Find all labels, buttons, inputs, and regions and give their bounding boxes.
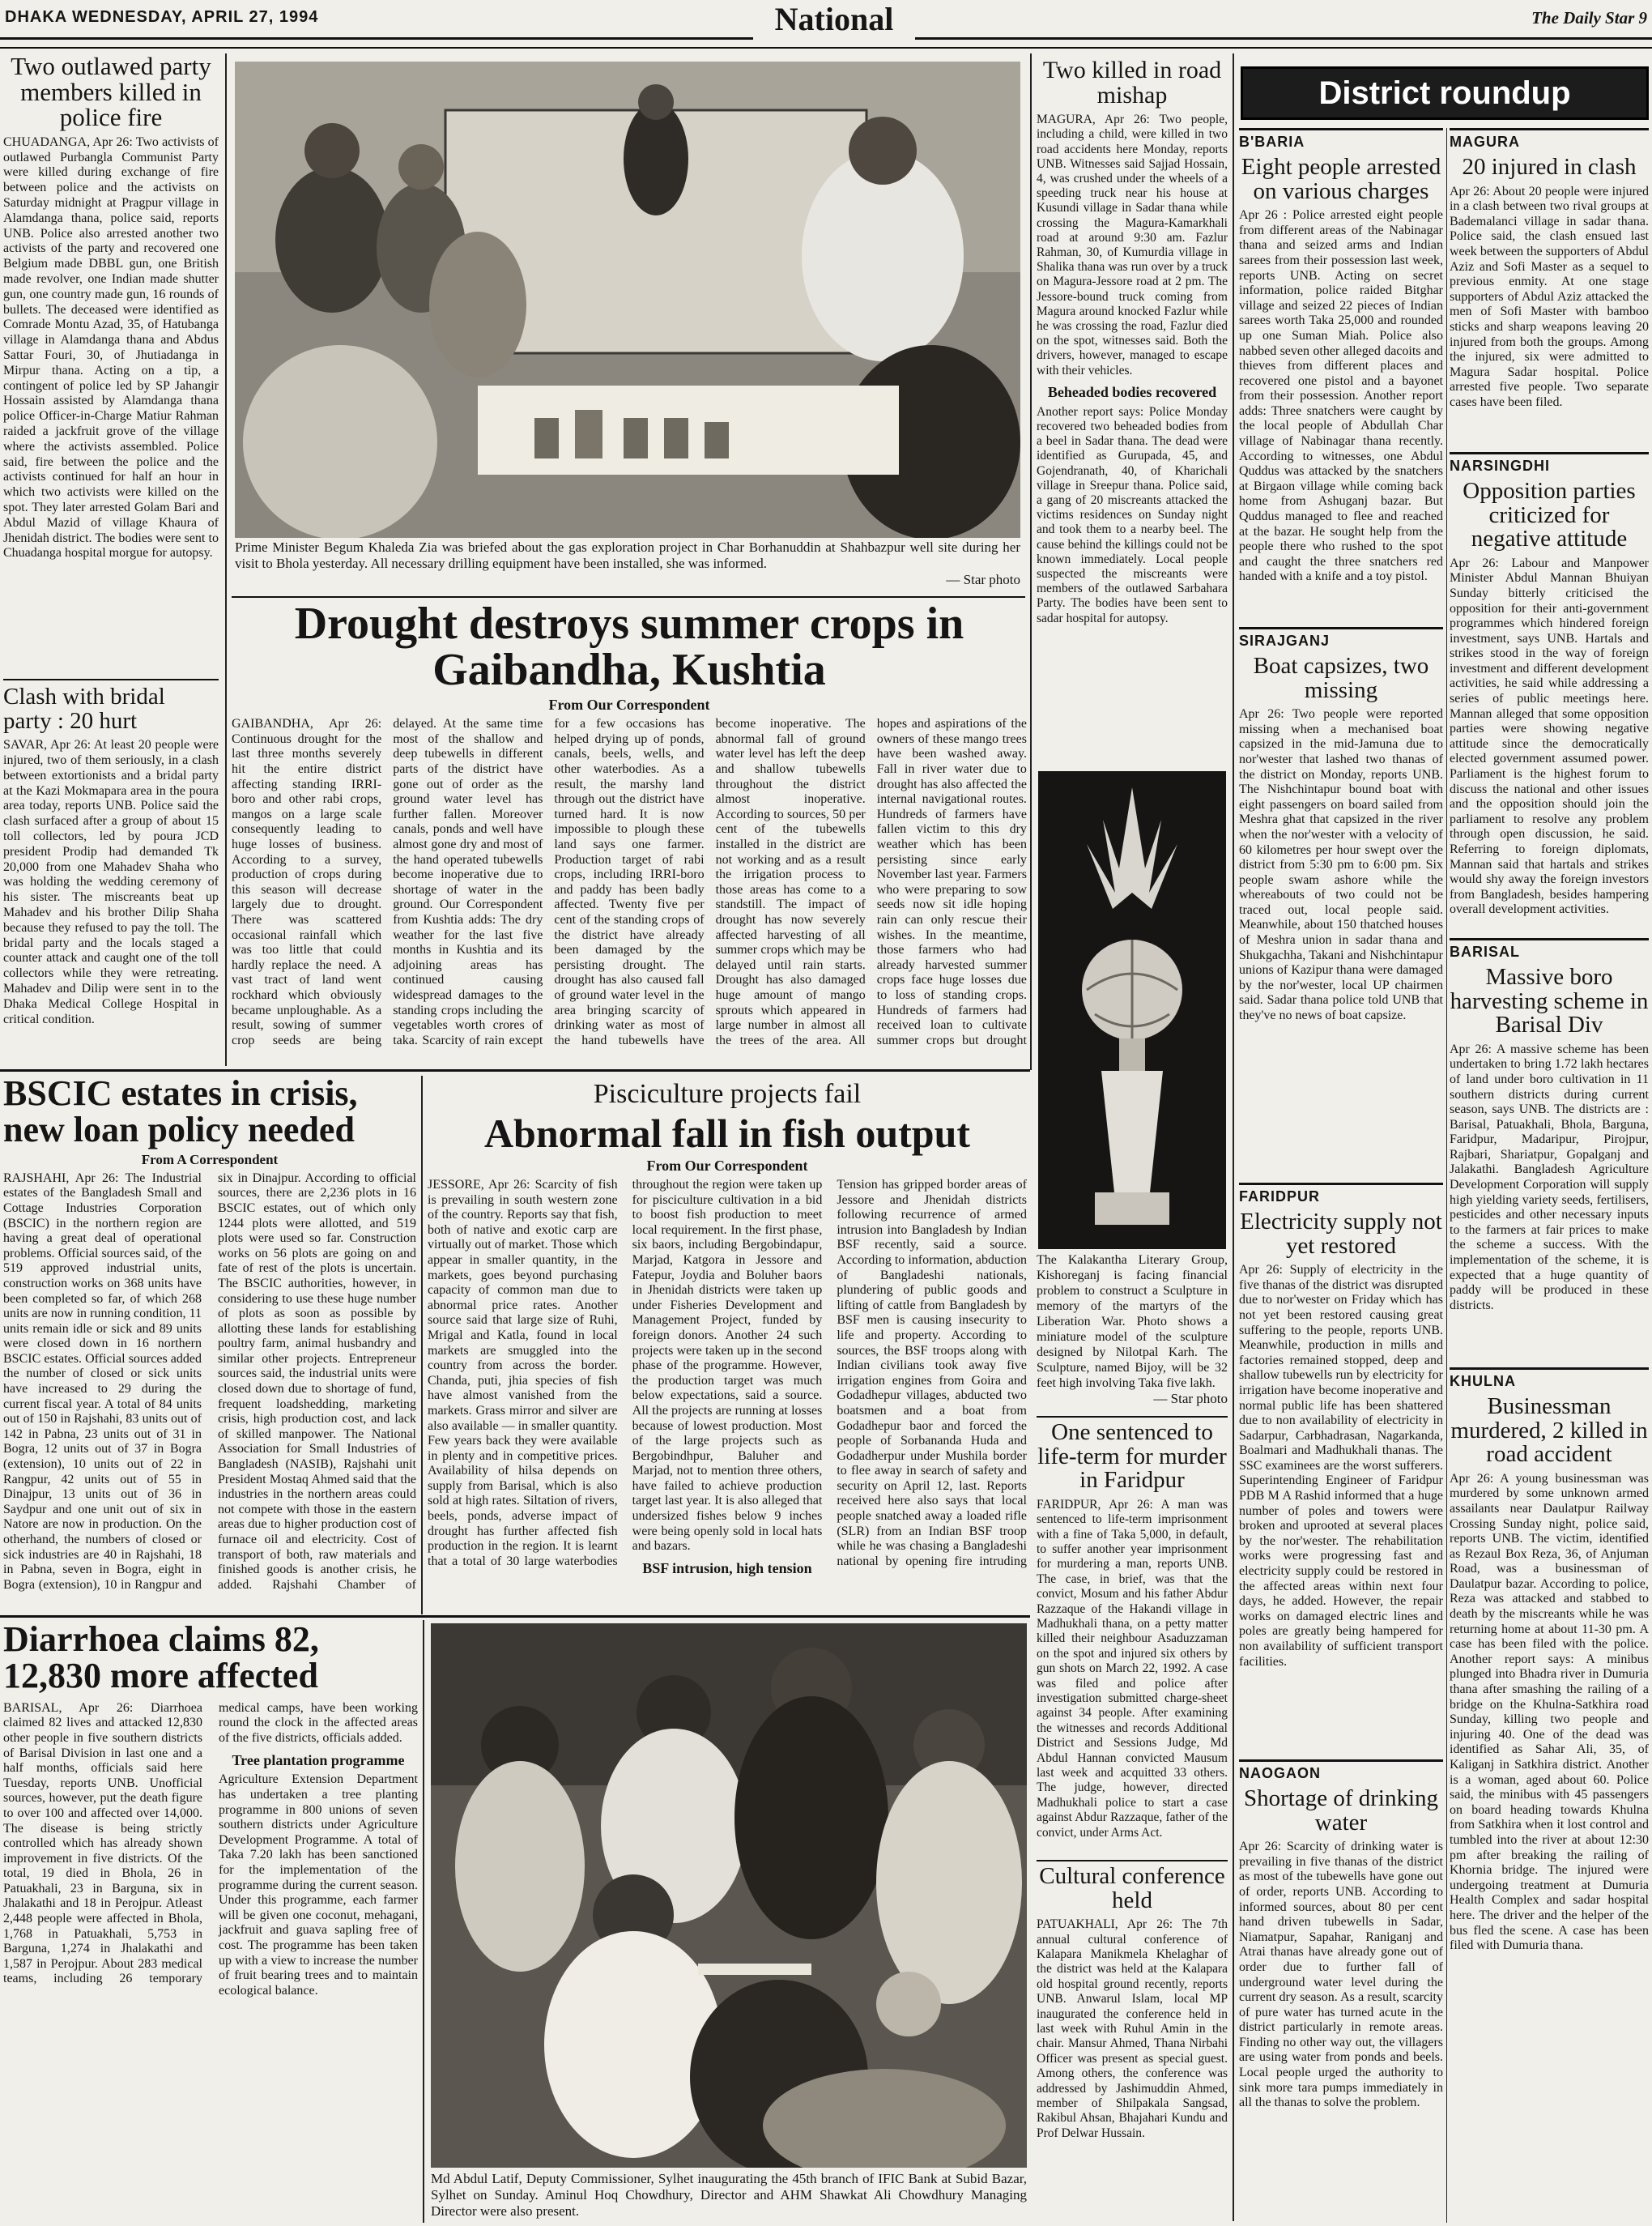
district-magura	[1450, 128, 1649, 452]
article-body: Apr 26: Supply of electricity in the five thanas of the district was disrupted due to nor'wester on Friday which has not yet been restored causing great suffering to the people, reports UNB. Meanwhile, production in mills and factories remained stopped, deep and shallow tubewells run by electricity for irrigation have become inoperative and normal public life has been shattered due to non availability of electricity in Sadarpur, Carbhadrasan, Nagarkanda, Boalmari and Madhukhali thanas. The SSC examinees are the worst sufferers. Superintending Engineer of Faridpur PDB M A Rashid informed that a huge number of poles and towers were broken and uprooted at several places by the nor'wester. The rehabilitation works were progressing fast and electricity supply could be restored in the affected areas within next four days, he added. However, the repair works on damaged electric lines and poles are greatly being hampered for non availability of sufficient transport facilities.	[1239, 1263, 1443, 1669]
story-lifeterm	[1037, 1421, 1228, 1858]
caption-text: Prime Minister Begum Khaleda Zia was briefed about the gas exploration project in Char Borhanuddin at Shahbazpur well site during her visit to Bhola yesterday. All necessary drilling equipment have been installed, she was informed.	[235, 539, 1020, 571]
article-body: MAGURA, Apr 26: Two people, including a child, were killed in two road accidents here Monday, reports UNB. Witnesses said Sajjad Hossain, 4, was crushed under the wheels of a speeding truck near his house at Kusundi village in Sadar thana while crossing the Magura-Kamarkhali road at around 9:30 am. Fazlur Rahman, 30, of Kumurdia village in Shalika thana was run over by a truck on Magura-Jessore road at 2 pm. The Jessore-bound truck coming from Magura around knocked Fazlur while he was crossing the road, Fazlur died on the spot, witnesses said. Both the drivers, however, managed to escape with their vehicles.	[1037, 113, 1228, 377]
story-road	[1037, 58, 1228, 763]
article-body-2: Another report says: Police Monday recovered two beheaded bodies from a beel in Sadar thana. The dead were identified as Gurupada, 45, and Gojendranath, 40, of Kharichali village in Sreepur thana. Police said, a gang of 20 miscreants attacked the victims residences on Sunday night and took them to a nearby beel. The cause behind the killings could not be known immediately. Local people suspected the miscreants were members of the outlawed Sarbahara Party. The bodies have been sent to sadar hospital for autopsy.	[1037, 404, 1228, 625]
story-fish	[428, 1076, 1027, 1610]
gas-exploration-photo	[235, 62, 1020, 538]
byline: From A Correspondent	[141, 1151, 279, 1167]
article-body-2: Tension has gripped border areas of Jessore and Jhenidah districts following recurrence of armed intrusion into Bangladesh by Indian BSF recently, said a source. According to information, abduction of Bangladeshi nationals, plundering of public goods and lifting of cattle from Bangladesh by BSF men is causing insecurity to life and property. According to sources, the BSF troops along with Indian civilians took away five irrigation engines from Goira and Godadhepur villages, abducted two boatsmen and a boat from Godadhepur baor and forced the people of Sorbananda Huda and Godadherpur under Mushila border to flee away in search of safety and security on April 12, last. Reports received here also says that local people snatched away a loaded rifle (SLR) from an Indian BSF troop while he was chasing a Bangladeshi national by opening fire intruding	[837, 1178, 1027, 1568]
headline: Massive boro harvesting scheme in Barisal Div	[1450, 964, 1649, 1038]
headline: Boat capsizes, two missing	[1253, 653, 1429, 703]
headline: Opposition parties criticized for negative attitude	[1463, 478, 1636, 552]
article-body: RAJSHAHI, Apr 26: The Industrial estates of the Bangladesh Small and Cottage Industries Corporation (BSCIC) in the northern region are having a great deal of operational problems. Official sources said, of the 519 approved industrial units, construction works on 368 units have been completed so far, of which 268 units are now in running condition, 11 units remain idle or sick and 89 units were closed down in 16 northern BSCIC estates. Official sources added the number of closed or sick units have increased to 29 during the current fiscal year. A total of 84 units out of 150 in Rajshahi, 83 units out of 142 in Pabna, 23 units out of 31 in Bogra, 12 units out of 37 in Bogra (extension), 10 units out of 22 in Rangpur, 42 units out of 55 in Dinajpur, 13 units out of 36 in Saydpur and one unit out of six in Natore are now in production. On the otherhand, the numbers of closed or sick industries are 40 in Rajshahi, 18 in Pabna, seven in Bogra, eight in Bogra (extension), 10 in Rangpur and six in Dinajpur. According to official sources, there are 2,236 plots in 16 BSCIC estates, out of which only 1244 plots were allotted, and 519 plots were used so far. Construction works on 56 plots are going on and fate of rest of the plots is uncertain. The BSCIC authorities, however, in considering to use these huge number of plots as soon as possible by allotting these lands for establishing poultry farm, animal husbandry and similar other projects. Entrepreneur sources said, the industrial units were closed down due to shortage of fund, frequent loadshedding, marketing crisis, high production cost, and lack of skilled manpower. The National Association for Small Industries of Bangladesh (NASIB), Rajshahi unit President Mostaq Ahmed said that the industries in the northern areas could not compete with those in the eastern areas due to higher production cost of furnace oil and electricity. Cost of transport of both, raw materials and finished goods is another crisis, he added. Rajshahi Chamber of	[3, 1171, 416, 1592]
article-body: JESSORE, Apr 26: Scarcity of fish is prevailing in south western zone of the country. Reports say that fish, both of native and exotic carp are virtually out of market. Those which appear in smaller quantity, in the markets, goes beyond purchasing capacity of common man due to abnormal price rates. Another source said that large size of Ruhi, Mrigal and Katla, found in local markets are smuggled into the country from across the border. Chanda, puti, jhia species of fish have almost vanished from the markets. Grass mirror and silver are also available — in smaller quantity. Few years back they were available in plenty and in competitive prices. Availability of hilsa depends on supply from Barisal, which is also sold at high rates. Siltation of rivers, beels, ponds, adverse impact of drought has further affected fish production in the region. It is learnt that a total of 30 large waterbodies throughout the region were taken up for pisciculture cultivation in a bid to boost fish production to meet local requirement. In the first phase, six baors, including Bergobindapur, Marjad, Katgora in Jessore and Fatepur, Joydia and Boluher baors in Jhenidah districts were taken up under Fisheries Development and Management Project, funded by foreign donors. Another 24 such projects were taken up in the second phase of the programme. However, the production target was much below expectations, said a source. All the projects are running at losses because of lowest production. Most of the large projects such as Bergobindhpur, Baluher and Marjad, not to mention three others, have failed to achieve production target last year. It is also alleged that undersized fishes below 9 inches were being openly sold in local hats and bazars.	[428, 1178, 823, 1568]
story-outlawed	[3, 53, 219, 677]
article-body: Apr 26: About 20 people were injured in a clash between two rival groups at Bademalanci village in sadar thana. Police said, the clash ensued last week between the supporters of Abdul Aziz and Sofi Master as a sequel to previous enmity. At one stage supporters of Abdul Aziz attacked the men of Sofi Master with bamboo sticks and sharp weapons leaving 20 injured from both the groups. Among the injured, six were admitted to Magura Sadar hospital. Police arrested five people. Two separate cases have been filed.	[1450, 184, 1649, 409]
headline: BSCIC estates in crisis, new loan policy needed	[3, 1076, 358, 1149]
headline: Eight people arrested on various charges	[1241, 154, 1441, 204]
story-bscic	[3, 1076, 416, 1610]
article-body: PATUAKHALI, Apr 26: The 7th annual cultural conference of Kalapara Manikmela Khelaghar of the district was held at the Kalapara old hospital ground recently, reports UNB. Anwarul Islam, local MP inaugurated the conference held in last week with Ruhul Amin in the chair. Mansur Ahmed, Thana Nirbahi Officer was present as special guest. Among others, the conference was addressed by Jashimuddin Ahmed, member of Shilpakala Sangsad, Rakibul Ahsan, Bhajahari Kundu and Prof Delwar Hussain.	[1037, 1917, 1228, 2140]
dateline: DHAKA WEDNESDAY, APRIL 27, 1994	[5, 8, 319, 26]
headline: Two outlawed party members killed in police fire	[11, 53, 211, 132]
headline: Shortage of drinking water	[1243, 1785, 1438, 1836]
story-diarrhoea	[3, 1622, 418, 2223]
headline: Cultural conference held	[1039, 1865, 1225, 1913]
place-label: BARISAL	[1450, 938, 1649, 961]
place-label: NAOGAON	[1239, 1759, 1443, 1782]
headline: Businessman murdered, 2 killed in road accident	[1450, 1393, 1648, 1468]
article-body: Apr 26: Two people were reported missing when a mechanised boat capsized in the mid-Jamuna due to nor'wester that lashed two thanas of the district on Monday, reports UNB. The Nishchintapur bound boat with eight passengers on board sailed from Meshra ghat that capsized in the river when the nor'wester with a velocity of 60 kilometres per hour swept over the district from 5:30 pm to 6:00 pm. Six people swam ashore while the whereabouts of two could not be traced out, local people said. Meanwhile, about 150 thatched houses of Meshra union in sadar thana and Shukgachha, Takani and Nishchintapur unions of Kazipur thana were damaged by the nor'wester, local UP chairmen said. Sadar thana police told UNB that they've no news of boat capsize.	[1239, 707, 1443, 1023]
district-narsingdhi	[1450, 452, 1649, 938]
headline: 20 injured in clash	[1462, 154, 1637, 180]
kicker: Pisciculture projects fail	[593, 1079, 862, 1109]
article-body: Apr 26: Labour and Manpower Minister Abdul Mannan Bhuiyan Sunday bitterly criticised the opposition for their anti-government programmes which hindered foreign investment, says UNB. Hartals and strikes stood in the way of foreign investment and different development activities, he said while addressing a series of public meetings here. Mannan alleged that some opposition parties were showing negative attitude since the democratically elected government assumed power. Parliament is the highest forum to discuss the national and other issues and the opposition should join the parliament to resolve any problem through open discussion, he said. Referring to foreign diplomats, Mannan said that hartals and strikes would shy away the foreign investors from Bangladesh, besides hampering overall development activities.	[1450, 556, 1649, 917]
caption-text: The Kalakantha Literary Group, Kishoreganj is facing financial problem to construct a Sculpture in memory of the martyrs of the Liberation War. Photo shows a miniature model of the sculpture designed by Nilotpal Karh. The Sculpture, named Bijoy, will be 32 feet high involving Taka five lakh.	[1037, 1253, 1228, 1390]
article-body: SAVAR, Apr 26: At least 20 people were injured, two of them seriously, in a clash between extortionists and a bridal party at the Kazi Mokmapara area in the poura area today, reports UNB. Police said the clash surfaced after a group of about 15 toll collectors, led by poura JCD president Prodip had demanded Tk 20,000 from one Mahadev Shaha who was holding the wedding ceremony of his sister. The miscreants beat up Mahadev and his brother Dilip Shaha because they refused to pay the toll. The bridal party and the locals staged a counter attack and caught one of the toll collectors while they were retreating. Mahadev and Dilip were sent in to the Dhaka Medical College Hospital in critical condition.	[3, 738, 219, 1026]
place-label: KHULNA	[1450, 1367, 1649, 1390]
headline: Two killed in road mishap	[1042, 58, 1222, 109]
story-clash	[3, 685, 219, 1066]
photo-credit: — Star photo	[946, 572, 1020, 587]
article-body: Apr 26: A young businessman was murdered by some unknown armed assailants near Daulatpur Railway Crossing Sunday night, police said, reports UNB. The victim, identified as Rezaul Box Reza, 36, of Anjuman Road, was a businessman of Daulatpur bazar. According to police, Reza was attacked and stabbed to death by the miscreants while he was returning home at about 11-30 pm. A case has been filed with the police. Another report says: A minibus plunged into Bhadra river in Dumuria thana after smashing the railing of a bridge on the Khulna-Satkhira road Sunday, killing two people and injuring 40. One of the dead was identified as Sahar Ali, 35, of Kaliganj in Satkhira district. Another is a woman, aged about 60. Police said, the minibus with 45 passengers on board heading towards Khulna from Satkhira when it lost control and tumbled into the river at about 12:30 pm after breaking the railing of Khornia bridge. The injured were undergoing treatment at Dumuria Health Complex and sadar hospital here. The driver and the helper of the bus fled the scene. A case has been filed with Dumuria thana.	[1450, 1471, 1649, 1953]
district-roundup-banner	[1241, 66, 1649, 120]
headline: Clash with bridal party : 20 hurt	[3, 685, 165, 734]
article-body: Apr 26: Scarcity of drinking water is prevailing in five thanas of the district as most of the tubewells have gone out of order, reports UNB. According to informed sources, about 80 per cent hand driven tubewells in Sadar, Niamatpur, Sapahar, Raniganj and Atrai thanas have already gone out of order due to further fall of underground water level during the current dry season. As a result, scarcity of pure water has turned acute in the district particularly in remote areas. Finding no other way out, the villagers are using water from ponds and beels. Local people urged the authority to sink more tara pumps immediately in all the thanas to solve the problem.	[1239, 1840, 1443, 2110]
subheadline: Tree plantation programme	[232, 1751, 405, 1768]
headline: One sentenced to life-term for murder in Faridpur	[1037, 1421, 1227, 1494]
headline: Abnormal fall in fish output	[483, 1111, 971, 1156]
headline: Diarrhoea claims 82, 12,830 more affected	[3, 1622, 319, 1695]
article-body: FARIDPUR, Apr 26: A man was sentenced to life-term imprisonment with a fine of Taka 5,000, in default, to suffer another year imprisonment for murdering a man, reports UNB. The case, in brief, was that the convict, Mosum and his father Abdur Razzaque of the Hakandi village in Madhukhali thana, on a petty matter killed their neighbour Asaduzzaman on the spot and injured six others by gun shots on March 22, 1992. A case was filed and police after investigation submitted charge-sheet against 34 people. After examining the witnesses and records Additional District and Sessions Judge, Md Abdul Hannan convicted Mausum last week and acquitted 33 others. The judge, however, directed Madhukhali police to start a case against Abdur Razzaque, father of the convict, under Arms Act.	[1037, 1497, 1228, 1840]
story-drought	[232, 601, 1027, 1063]
sculpture-photo	[1038, 771, 1226, 1249]
article-body: BARISAL, Apr 26: Diarrhoea claimed 82 lives and attacked 12,830 other people in five southern districts of Barisal Division in last one and a half months, officials said here Tuesday, reports UNB. Unofficial sources, however, put the death figure to over 100 and affected over 14,000. The disease is being strictly controlled which has already shown improvement in five districts. Of the total, 19 died in Bhola, 26 in Patuakhali, 23 in Barguna, six in Jhalakathi and 18 in Perojpur. Atleast 2,448 people were affected in Bhola, 1,768 in Patuakhali, 5,753 in Barguna, 1,274 in Jhalakathi and 1,587 in Perojpur. About 283 medical teams, including 26 temporary medical camps, have been working round the clock in the affected areas of the five districts, officials added.	[3, 1700, 418, 1986]
article-body: Apr 26: A massive scheme has been undertaken to bring 1.72 lakh hectares of land under boro cultivation in 11 southern districts during current season, says UNB. The districts are : Barisal, Patuakhali, Bhola, Barguna, Faridpur, Madaripur, Pirojpur, Rajbari, Shariatpur, Gopalganj and Jalakathi. Bangladesh Agriculture Development Corporation will supply high yielding variety seeds, fertilisers, pesticides and other necessary inputs to the farmers at fair prices to make the scheme a success. With the implementation of the scheme, it is expected that a huge quantity of paddy will be produced in these districts.	[1450, 1042, 1649, 1312]
byline: From Our Correspondent	[548, 697, 710, 714]
article-body: CHUADANGA, Apr 26: Two activists of outlawed Purbangla Communist Party were killed during exchange of fire between police and the activists on Saturday midnight at Pragpur village in Alamdanga thana, police said, reports UNB. Police also arrested another two activists of the party and recovered one Belgium made DBBL gun, one British made revolver, one Indian made shutter gun, one country made gun, 16 rounds of bullets. The deceased were identified as Comrade Montu Azad, 35, of Hatubanga village in Alamdanga thana and Abdus Sattar Fouri, 30, of Jhutiadanga in Mirpur thana. Acting on a tip, a contingent of police led by SP Jahangir Hossain assisted by Alamdanga thana police Officer-in-Charge Matiur Rahman raided a jackfruit grove of the village where the activists assembled. Police said, fire between the police and the activists continued for half an hour in which two activists were killed on the spot. They later arrested Golam Bari and Abdul Mazid of village Khaura of Jhenidah district. The bodies were sent to Chuadanga hospital morgue for autopsy.	[3, 134, 219, 561]
subheadline: BSF intrusion, high tension	[642, 1559, 812, 1576]
place-label: FARIDPUR	[1239, 1183, 1443, 1205]
banner-title: District roundup	[1318, 75, 1571, 111]
sculpture-caption	[1037, 1252, 1228, 1411]
headline: Drought destroys summer crops in Gaibandha, Kushtia	[294, 601, 964, 696]
headline: Electricity supply not yet restored	[1240, 1209, 1442, 1259]
section-title: National	[774, 1, 894, 37]
district-bbaria	[1239, 128, 1443, 627]
ific-bank-photo	[431, 1623, 1027, 2168]
district-faridpur	[1239, 1183, 1443, 1759]
district-col-right	[1450, 128, 1649, 2223]
article-body: GAIBANDHA, Apr 26: Continuous drought for the last three months severely hit the entire district affecting standing IRRI-boro and other rabi crops, mangos on a large scale consequently leading to huge losses of business. According to a survey, production of crops during this season will decrease largely due to drought. There was scattered occasional rainfall which was too little that could hardly replace the need. A vast tract of land went rockhard which obviously became unploughable. As a result, sowing of summer crop seeds are being delayed. At the same time most of the shallow and deep tubewells in different parts of the district have gone out of order as the ground water level has further fallen. Moreover canals, ponds and well have almost gone dry and most of the hand operated tubewells become inoperative due to shortage of water in the ground. Our Correspondent from Kushtia adds: The dry weather for the last five months in Kushtia and its adjoining areas has continued causing widespread damages to the standing crops including the vegetables worth crores of taka. Scarcity of rain except for a few occasions has helped drying up of ponds, canals, beels, wells, and other waterbodies. As a result, the marshy land through out the district have turned hard. It is now impossible to plough these land says one farmer. Production target of rabi crops, including IRRI-boro and paddy has been badly affected. Twenty five per cent of the standing crops of the district have already been damaged by the persisting drought. The drought has also caused fall of ground water level in the area bringing scarcity of drinking water as most of the hand tubewells have become inoperative. The abnormal fall of ground water level has left the deep and shallow tubewells throughout the district almost inoperative. According to sources, 50 per cent of the tubewells installed in the district are not working and as a result the irrigation process to those areas has come to a standstill. The impact of drought has now severely affected harvesting of all summer crops which may be delayed until rain starts. Drought has also damaged huge amount of mango sprouts which appeared in large number in almost all the trees of the area. All hopes and aspirations of the owners of these mango trees have been washed away. Fall in river water due to drought has also affected the internal navigational routes. Hundreds of farmers have fallen victim to this dry weather which has been persisting since early November last year. Farmers who were preparing to sow seeds now sit idle hoping rain can only rescue their wishes. In the meantime, those farmers who had already harvested summer crops face huge losses due to loss of standing crops. Hundreds of farmers had received loan to cultivate summer crops but drought	[232, 717, 1027, 1047]
district-naogaon	[1239, 1759, 1443, 2213]
place-label: SIRAJGANJ	[1239, 627, 1443, 650]
article-body-2: Agriculture Extension Department has undertaken a tree planting programme in 800 unions of seven southern districts under Agriculture Development Programme. A total of Taka 7.20 lakh has been sanctioned for the implementation of the programme during the current season. Under this programme, each farmer will be given one coconut, mehagani, jackfruit and guava sapling free of cost. The programme has been taken up with a view to increase the number of fruit bearing trees and to maintain ecological balance.	[219, 1772, 418, 1998]
masthead	[0, 0, 1652, 50]
place-label: B'BARIA	[1239, 128, 1443, 151]
article-columns	[428, 1178, 1027, 1583]
district-sirajganj	[1239, 627, 1443, 1183]
place-label: NARSINGDHI	[1450, 452, 1649, 475]
paper-name: The Daily Star 9	[1531, 8, 1647, 28]
story-cultural	[1037, 1865, 1228, 2221]
photo-credit: — Star photo	[1153, 1391, 1228, 1406]
district-col-left	[1239, 128, 1443, 2223]
article-body: Apr 26 : Police arrested eight people from different areas of the Nabinagar thana and seized arms and Indian sarees from their possession last week, reports UNB. Acting on secret information, police raided Bitghar village and seized 22 pieces of Indian sarees worth Taka 25,000 and rounded up one Suman Miah. Police also nabbed seven other alleged dacoits and thieves from different places and recovered one pistol and a bayonet from their possession. Another report adds: Three snatchers were caught by the local people of Abdullah Char village of Nabinagar thana recently. According to witnesses, one Abdul Quddus was attacked by the snatchers at Birgaon village while coming back home from Ashuganj bazar. But Quddus managed to flee and reached at the bazar. He sought help from the people there who rushed to the spot and caught the three snatchers red handed with a knife and a toy pistol.	[1239, 208, 1443, 584]
article-columns	[3, 1701, 418, 2211]
subheadline: Beheaded bodies recovered	[1047, 383, 1217, 400]
top-photo-caption	[235, 539, 1020, 591]
byline: From Our Correspondent	[646, 1158, 808, 1174]
district-khulna	[1450, 1367, 1649, 2218]
district-barisal	[1450, 938, 1649, 1367]
bottom-photo-caption: Md Abdul Latif, Deputy Commissioner, Sylhet inaugurating the 45th branch of IFIC Bank at Subid Bazar, Sylhet on Sunday. Aminul Hoq Chowdhury, Director and AHM Shawkat Ali Chowdhury Managing Director were also present.	[431, 2171, 1027, 2219]
place-label: MAGURA	[1450, 128, 1649, 151]
